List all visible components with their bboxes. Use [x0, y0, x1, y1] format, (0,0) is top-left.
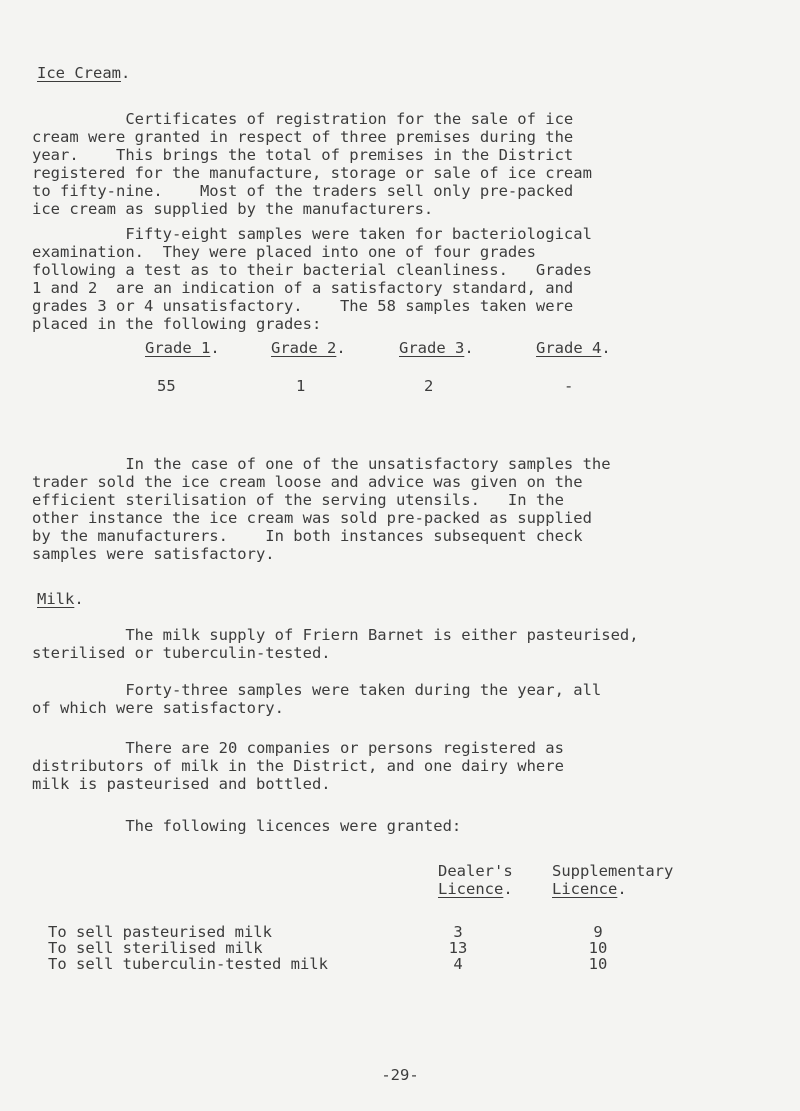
ice-cream-heading — [37, 64, 130, 82]
grade-1-label-suffix: . — [210, 339, 220, 357]
grade-2-value: 1 — [296, 377, 306, 395]
licence-row-pasteurised-supplementary: 9 — [593, 923, 603, 941]
milk-paragraph-4: The following licences were granted: — [32, 817, 462, 835]
grade-3-value: 2 — [424, 377, 434, 395]
licence-row-pasteurised-dealer: 3 — [453, 923, 463, 941]
grade-4-value: - — [564, 377, 574, 395]
grade-3-label-suffix: . — [464, 339, 474, 357]
page-number: -29- — [381, 1066, 419, 1084]
grade-4-label-suffix: . — [601, 339, 611, 357]
grade-3-label — [399, 339, 474, 357]
grade-3-label-text: Grade 3 — [399, 339, 465, 357]
grade-2-label-text: Grade 2 — [271, 339, 337, 357]
grade-4-label-text: Grade 4 — [536, 339, 602, 357]
supplementary-licence-header-line2-text: Licence — [552, 880, 618, 898]
dealers-licence-header-line1: Dealer's — [438, 862, 513, 880]
supplementary-licence-header — [552, 862, 673, 898]
dealers-licence-header-line2-text: Licence — [438, 880, 504, 898]
dealers-licence-header — [438, 862, 513, 898]
milk-heading-text: Milk — [37, 590, 75, 608]
supplementary-licence-header-line2: Licence. — [552, 880, 627, 898]
grade-1-value: 55 — [157, 377, 176, 395]
ice-cream-heading-suffix: . — [121, 64, 131, 82]
grade-2-label-suffix: . — [336, 339, 346, 357]
grades-table — [0, 339, 800, 399]
ice-cream-paragraph-3: In the case of one of the unsatisfactory samples the trader sold the ice cream loose and advice was given on the efficient sterilisation of the serving utensils. In the other instance the ice cream was sold pre-packed as supplied by the manufacturers. In both instances subsequent check samples were satisfactory. — [32, 455, 611, 563]
grade-1-label-text: Grade 1 — [145, 339, 211, 357]
licence-row-tuberculin-dealer: 4 — [453, 955, 463, 973]
licence-row-tuberculin-label: To sell tuberculin-tested milk — [48, 955, 328, 973]
milk-paragraph-3: There are 20 companies or persons registered as distributors of milk in the District, and one dairy where milk is pasteurised and bottled. — [32, 739, 564, 793]
licence-row-sterilised-dealer: 13 — [448, 939, 468, 957]
milk-paragraph-1: The milk supply of Friern Barnet is either pasteurised, sterilised or tuberculin-tested. — [32, 626, 639, 662]
licence-row-tuberculin — [48, 955, 768, 973]
grade-4-label — [536, 339, 611, 357]
milk-heading-suffix: . — [74, 590, 84, 608]
ice-cream-paragraph-2: Fifty-eight samples were taken for bacteriological examination. They were placed into one of four grades following a test as to their bacterial cleanliness. Grades 1 and 2 are an indication of a satisfactory standard, and grades 3 or 4 unsatisfactory. The 58 samples taken were placed in the following grades: — [32, 225, 592, 333]
ice-cream-paragraph-1: Certificates of registration for the sale of ice cream were granted in respect of three premises during the year. This brings the total of premises in the District registered for the manufacture, storage or sale of ice cream to fifty-nine. Most of the traders sell only pre-packed ice cream as supplied by the manufacturers. — [32, 110, 592, 218]
milk-paragraph-2: Forty-three samples were taken during the year, all of which were satisfactory. — [32, 681, 602, 717]
licence-row-pasteurised-label: To sell pasteurised milk — [48, 923, 272, 941]
milk-heading — [37, 590, 84, 608]
supplementary-licence-header-line1: Supplementary — [552, 862, 674, 880]
grade-1-label — [145, 339, 220, 357]
licence-row-sterilised-supplementary: 10 — [588, 939, 608, 957]
dealers-licence-header-line2: Licence. — [438, 880, 513, 898]
licence-row-sterilised-label: To sell sterilised milk — [48, 939, 263, 957]
licence-row-tuberculin-supplementary: 10 — [588, 955, 608, 973]
grade-2-label — [271, 339, 346, 357]
ice-cream-heading-text: Ice Cream — [37, 64, 121, 82]
